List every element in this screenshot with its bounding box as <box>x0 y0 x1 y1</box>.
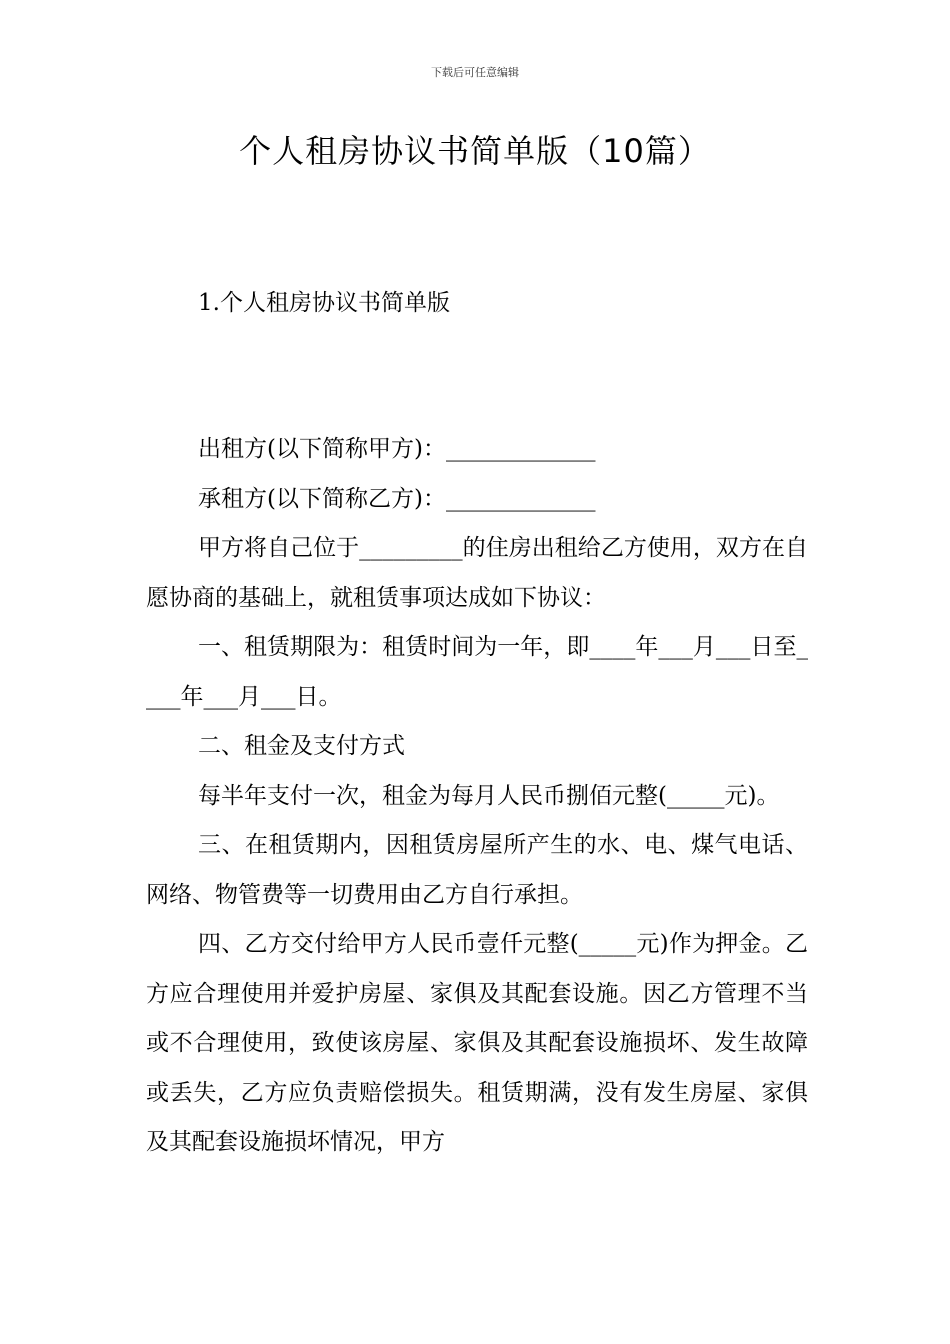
paragraph-intro: 甲方将自己位于_________的住房出租给乙方使用，双方在自愿协商的基础上，就租赁事项达成如下协议： <box>146 535 808 611</box>
document-title: 个人租房协议书简单版（10篇） <box>239 132 711 170</box>
paragraph-utilities: 三、在租赁期内，因租赁房屋所产生的水、电、煤气电话、网络、物管费等一切费用由乙方自行承担。 <box>146 832 808 908</box>
paragraph-rent-heading: 二、租金及支付方式 <box>198 733 405 759</box>
paragraph-term: 一、租赁期限为：租赁时间为一年，即____年___月___日至____年___月___日。 <box>146 634 808 710</box>
document-body <box>146 425 808 1168</box>
header-note: 下载后可任意编辑 <box>431 66 519 79</box>
paragraph-deposit: 四、乙方交付给甲方人民币壹仟元整(_____元)作为押金。乙方应合理使用并爱护房屋、家俱及其配套设施。因乙方管理不当或不合理使用，致使该房屋、家俱及其配套设施损坏、发生故障或丢失，乙方应负责赔偿损失。租赁期满，没有发生房屋、家俱及其配套设施损坏情况，甲方 <box>146 931 808 1155</box>
paragraph-lessee: 承租方(以下简称乙方)：_____________ <box>198 485 596 512</box>
section-heading: 1.个人租房协议书简单版 <box>198 290 450 316</box>
paragraph-lessor: 出租方(以下简称甲方)：_____________ <box>198 436 596 462</box>
paragraph-rent-payment: 每半年支付一次，租金为每月人民币捌佰元整(_____元)。 <box>198 782 780 809</box>
